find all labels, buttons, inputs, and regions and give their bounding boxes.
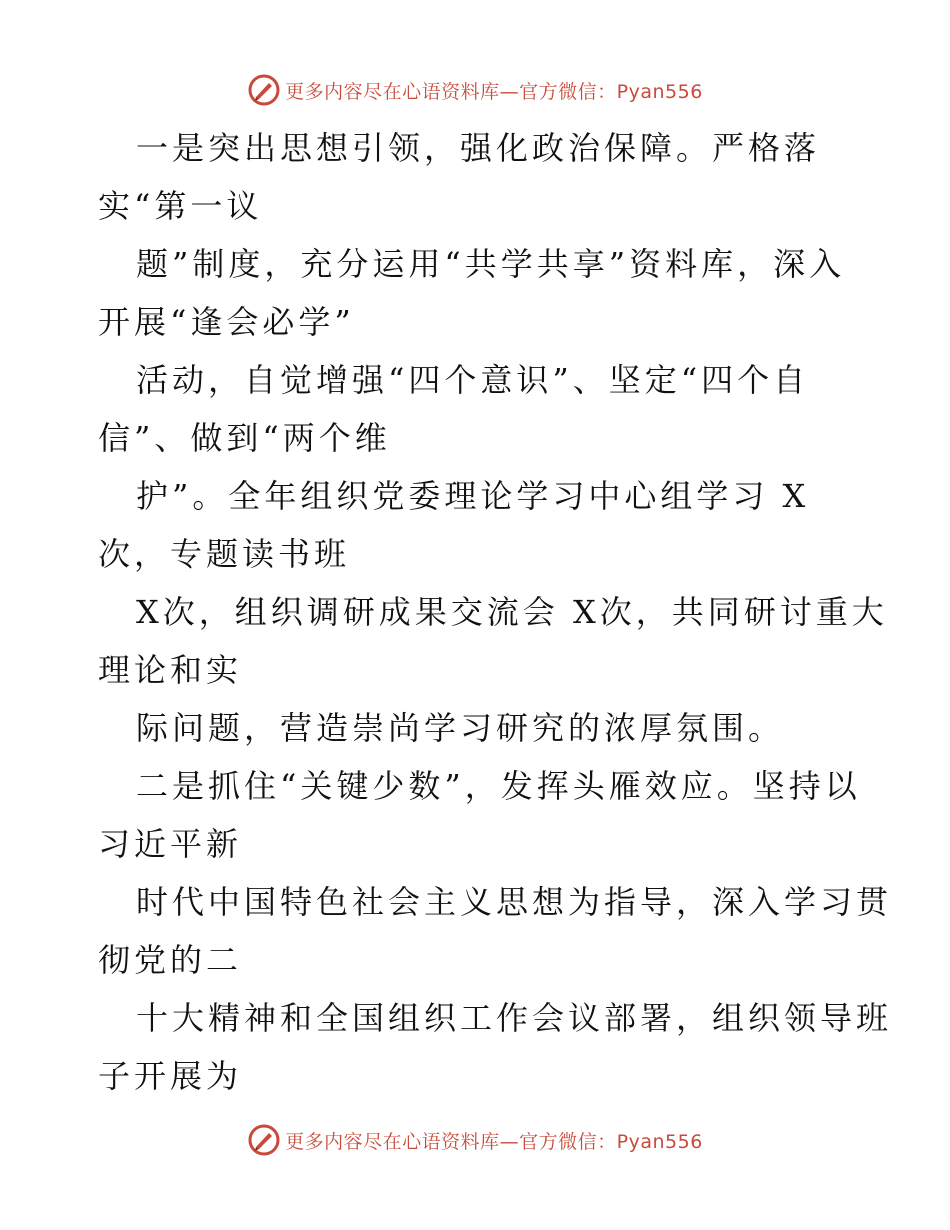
watermark-dash: — xyxy=(499,1130,520,1153)
text-line: 习近平新 xyxy=(98,825,243,863)
text-line: 二是抓住“关键少数”，发挥头雁效应。坚持以 xyxy=(136,767,861,805)
text-line: 彻党的二 xyxy=(98,941,243,979)
footer-watermark xyxy=(0,1120,950,1160)
watermark-text xyxy=(285,77,703,104)
text-line: X次，组织调研成果交流会 X次，共同研讨重大 xyxy=(136,593,888,631)
text-line: 实“第一议 xyxy=(98,187,263,225)
text-line: 际问题，营造崇尚学习研究的浓厚氛围。 xyxy=(136,709,785,747)
text-line: 时代中国特色社会主义思想为指导，深入学习贯 xyxy=(136,883,893,921)
pen-circle-logo-icon xyxy=(247,73,281,107)
watermark-wechat: 官方微信：Pyan556 xyxy=(519,1130,703,1153)
watermark-text xyxy=(285,1127,703,1154)
text-line: 信”、做到“两个维 xyxy=(98,419,391,457)
text-line: 子开展为 xyxy=(98,1057,243,1095)
header-watermark xyxy=(0,70,950,110)
pen-circle-logo-icon xyxy=(247,1123,281,1157)
text-line: 理论和实 xyxy=(98,651,243,689)
text-line: 次，专题读书班 xyxy=(98,535,351,573)
text-line: 开展“逢会必学” xyxy=(98,303,355,341)
watermark-main: 更多内容尽在心语资料库 xyxy=(285,80,500,103)
watermark-dash: — xyxy=(499,80,520,103)
text-line: 活动，自觉增强“四个意识”、坚定“四个自 xyxy=(136,361,810,399)
watermark-wechat: 官方微信：Pyan556 xyxy=(519,80,703,103)
text-line: 一是突出思想引领，强化政治保障。严格落 xyxy=(136,129,821,167)
text-line: 题”制度，充分运用“共学共享”资料库，深入 xyxy=(136,245,846,283)
watermark-main: 更多内容尽在心语资料库 xyxy=(285,1130,500,1153)
text-line: 十大精神和全国组织工作会议部署，组织领导班 xyxy=(136,999,893,1037)
text-line: 护”。全年组织党委理论学习中心组学习 X xyxy=(136,477,810,515)
